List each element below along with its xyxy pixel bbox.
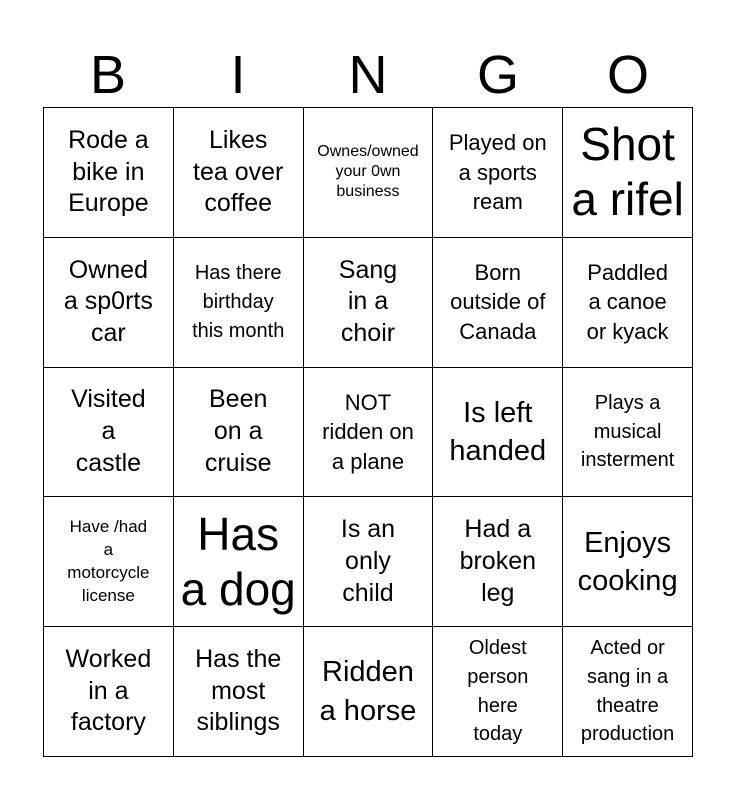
bingo-cell-1-3[interactable]: Ownes/owned your 0wn business xyxy=(304,108,434,238)
bingo-cell-4-3[interactable]: Is an only child xyxy=(304,497,434,627)
bingo-cell-5-4[interactable]: Oldest person here today xyxy=(433,627,563,757)
bingo-cell-5-1[interactable]: Worked in a factory xyxy=(44,627,174,757)
bingo-cell-1-4[interactable]: Played on a sports ream xyxy=(433,108,563,238)
bingo-cell-5-3[interactable]: Ridden a horse xyxy=(304,627,434,757)
header-letter-i: I xyxy=(230,45,246,105)
header-letter-b: B xyxy=(89,45,127,105)
bingo-cell-1-2[interactable]: Likes tea over coffee xyxy=(174,108,304,238)
bingo-cell-2-3[interactable]: Sang in a choir xyxy=(304,238,434,368)
bingo-cell-2-2[interactable]: Has there birthday this month xyxy=(174,238,304,368)
bingo-cell-4-5[interactable]: Enjoys cooking xyxy=(563,497,693,627)
bingo-cell-2-1[interactable]: Owned a sp0rts car xyxy=(44,238,174,368)
header-letter-o: O xyxy=(606,45,649,105)
bingo-cell-5-2[interactable]: Has the most siblings xyxy=(174,627,304,757)
bingo-cell-4-4[interactable]: Had a broken leg xyxy=(433,497,563,627)
bingo-cell-3-1[interactable]: Visited a castle xyxy=(44,368,174,498)
bingo-cell-3-2[interactable]: Been on a cruise xyxy=(174,368,304,498)
bingo-card xyxy=(43,107,693,757)
bingo-header xyxy=(43,44,693,106)
bingo-cell-3-4[interactable]: Is left handed xyxy=(433,368,563,498)
bingo-cell-1-5[interactable]: Shot a rifel xyxy=(563,108,693,238)
bingo-cell-4-2[interactable]: Has a dog xyxy=(174,497,304,627)
bingo-cell-4-1[interactable]: Have /had a motorcycle license xyxy=(44,497,174,627)
bingo-cell-3-5[interactable]: Plays a musical insterment xyxy=(563,368,693,498)
bingo-cell-2-4[interactable]: Born outside of Canada xyxy=(433,238,563,368)
header-letter-n: N xyxy=(348,45,388,105)
bingo-cell-5-5[interactable]: Acted or sang in a theatre production xyxy=(563,627,693,757)
header-letter-g: G xyxy=(476,45,519,105)
bingo-cell-1-1[interactable]: Rode a bike in Europe xyxy=(44,108,174,238)
bingo-cell-3-3[interactable]: NOT ridden on a plane xyxy=(304,368,434,498)
bingo-cell-2-5[interactable]: Paddled a canoe or kyack xyxy=(563,238,693,368)
